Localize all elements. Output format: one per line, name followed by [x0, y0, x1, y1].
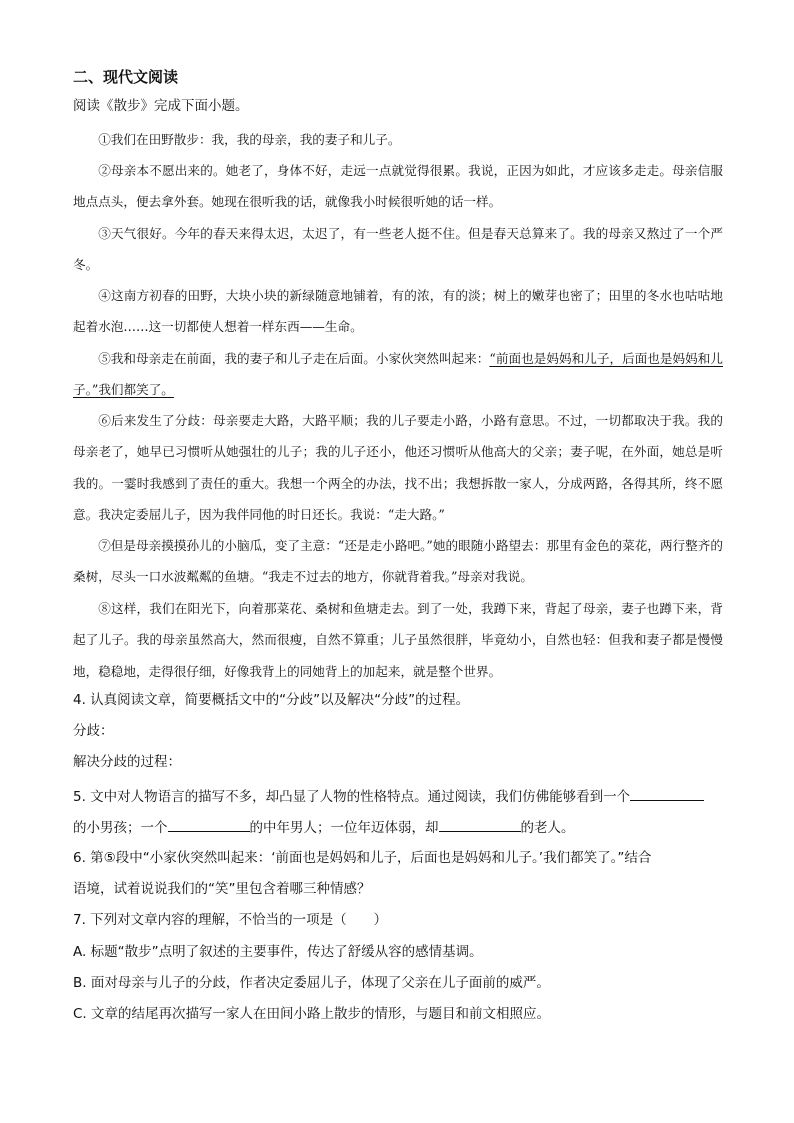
paragraph-6: ⑥后来发生了分歧：母亲要走大路，大路平顺；我的儿子要走小路，小路有意思。不过，一切都取决于我。我的母亲老了，她早已习惯听从她强壮的儿子；我的儿子还小，他还习惯听从他高大的父亲；妻子呢，在外面，她总是听我的。一霎时我感到了责任的重大。我想一个两全的办法，找不出；我想拆散一家人，分成两路，各得其所，终不愿意。我决定委屈儿子，因为我伴同他的时日还长。我说：“走大路。”: [73, 413, 723, 522]
question-7-option-c[interactable]: C. 文章的结尾再次描写一家人在田间小路上散步的情形，与题目和前文相照应。: [73, 1006, 551, 1022]
question-5-line-2: [73, 817, 575, 838]
question-4-divergence: 分歧：: [73, 723, 114, 739]
paragraph-5-quote: “前面也是妈妈和儿子，后面也是妈妈和儿子。”我们都笑了。: [73, 351, 723, 398]
question-5-text-c: 的老人。: [520, 820, 575, 836]
paragraph-4: ④这南方初春的田野，大块小块的新绿随意地铺着，有的浓，有的淡；树上的嫩芽也密了；田里的冬水也咕咕地起着水泡……这一切都使人想着一样东西——生命。: [73, 288, 723, 335]
paragraph-5-text: ⑤我和母亲走在前面，我的妻子和儿子走在后面。小家伙突然叫起来：: [98, 351, 490, 366]
question-7-option-b[interactable]: B. 面对母亲与儿子的分歧，作者决定委屈儿子，体现了父亲在儿子面前的威严。: [73, 975, 550, 991]
question-6-line-1: 6. 第⑤段中“小家伙突然叫起来：‘前面也是妈妈和儿子，后面也是妈妈和儿子。’我们都笑了。”结合: [73, 850, 652, 866]
question-5-text: 5. 文中对人物语言的描写不多，却凸显了人物的性格特点。通过阅读，我们仿佛能够看到一个: [73, 789, 631, 805]
paragraph-2: ②母亲本不愿出来的。她老了，身体不好，走远一点就觉得很累。我说，正因为如此，才应该多走走。母亲信服地点点头，便去拿外套。她现在很听我的话，就像我小时候很听她的话一样。: [73, 163, 723, 210]
question-5-text-a: 的小男孩；一个: [73, 820, 168, 836]
paragraph-5: [73, 343, 723, 406]
question-5-line-1: [73, 786, 704, 807]
question-5-text-b: 的中年男人；一位年迈体弱，却: [249, 820, 439, 836]
question-6-line-2: 语境，试着说说我们的“笑”里包含着哪三种情感？: [73, 881, 371, 897]
question-7-option-a[interactable]: A. 标题“散步”点明了叙述的主要事件，传达了舒缓从容的感情基调。: [73, 944, 483, 960]
answer-blank-3[interactable]: [439, 817, 521, 832]
question-7: 7. 下列对文章内容的理解，不恰当的一项是（ ）: [73, 912, 388, 928]
paragraph-3: ③天气很好。今年的春天来得太迟，太迟了，有一些老人挺不住。但是春天总算来了。我的母亲又熬过了一个严冬。: [73, 226, 723, 273]
paragraph-7: ⑦但是母亲摸摸孙儿的小脑瓜，变了主意：“还是走小路吧。”她的眼随小路望去：那里有金色的菜花，两行整齐的桑树，尽头一口水波粼粼的鱼塘。“我走不过去的地方，你就背着我。”母亲对我说。: [73, 538, 723, 585]
question-4: 4. 认真阅读文章，简要概括文中的“分歧”以及解决“分歧”的过程。: [73, 692, 470, 708]
paragraph-8: ⑧这样，我们在阳光下，向着那菜花、桑树和鱼塘走去。到了一处，我蹲下来，背起了母亲，妻子也蹲下来，背起了儿子。我的母亲虽然高大，然而很瘦，自然不算重；儿子虽然很胖，毕竟幼小，自然也轻：但我和妻子都是慢慢地，稳稳地，走得很仔细，好像我背上的同她背上的加起来，就是整个世界。: [73, 601, 723, 679]
section-title: 二、现代文阅读: [73, 68, 179, 86]
reading-instruction: 阅读《散步》完成下面小题。: [73, 98, 249, 114]
answer-blank-1[interactable]: [630, 786, 704, 801]
answer-blank-2[interactable]: [168, 817, 250, 832]
paragraph-1: ①我们在田野散步：我，我的母亲，我的妻子和儿子。: [98, 132, 401, 147]
question-4-resolution: 解决分歧的过程：: [73, 754, 181, 770]
